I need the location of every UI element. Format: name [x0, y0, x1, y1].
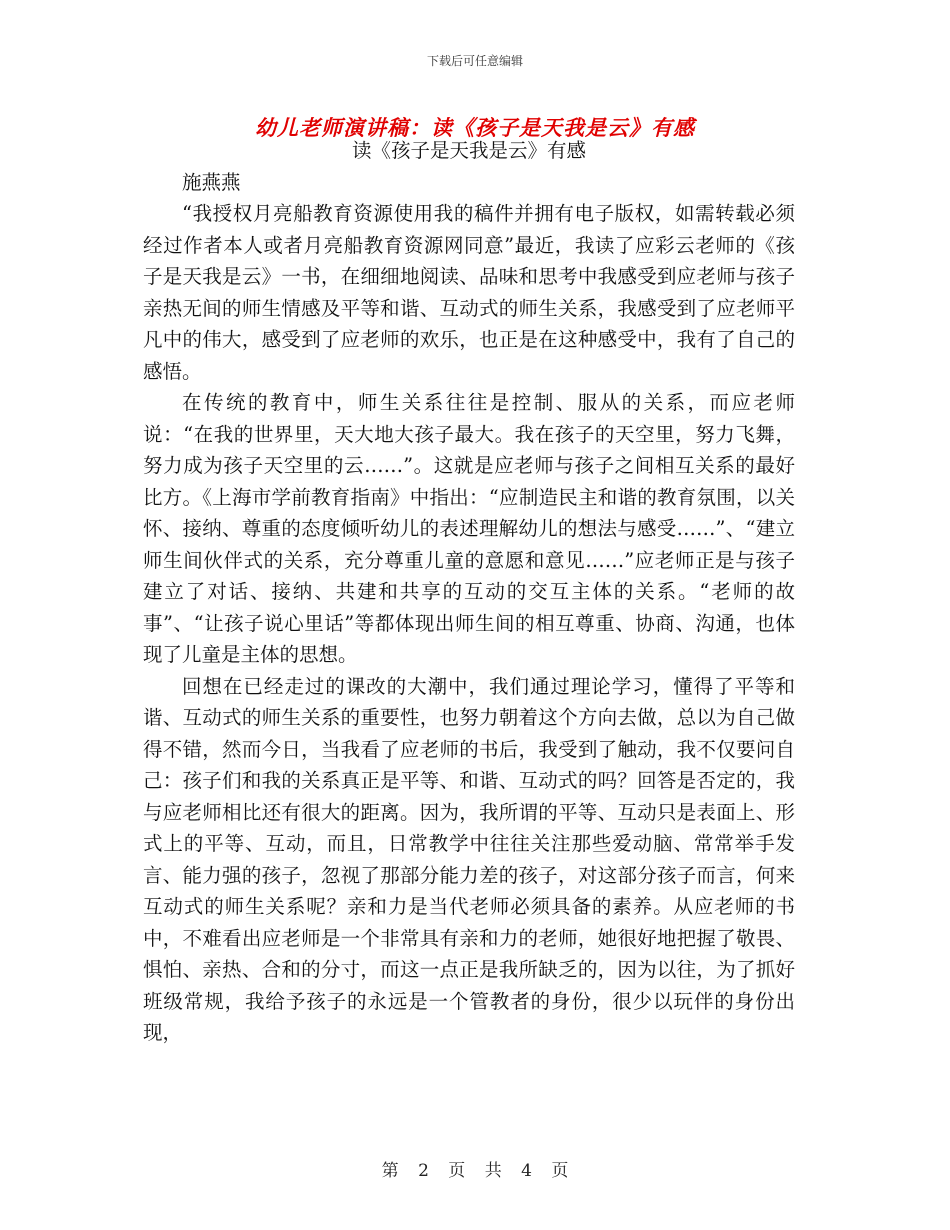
page-label-mid2: 共: [484, 1161, 502, 1181]
document-body: [143, 135, 795, 1049]
page-label-mid1: 页: [448, 1161, 466, 1181]
document-subtitle: 读《孩子是天我是云》有感: [351, 139, 586, 162]
paragraph: 回想在已经走过的课改的大潮中，我们通过理论学习，懂得了平等和谐、互动式的师生关系的重要性，也努力朝着这个方向去做，总以为自己做得不错，然而今日，当我看了应老师的书后，我受到了触动，我不仅要问自己：孩子们和我的关系真正是平等、和谐、互动式的吗？回答是否定的，我与应老师相比还有很大的距离。因为，我所谓的平等、互动只是表面上、形式上的平等、互动，而且，日常教学中往往关注那些爱动脑、常常举手发言、能力强的孩子，忽视了那部分能力差的孩子，对这部分孩子而言，何来互动式的师生关系呢？亲和力是当代老师必须具备的素养。从应老师的书中，不难看出应老师是一个非常具有亲和力的老师，她很好地把握了敬畏、惧怕、亲热、合和的分寸，而这一点正是我所缺乏的，因为以往，为了抓好班级常规，我给予孩子的永远是一个管教者的身份，很少以玩伴的身份出现，: [143, 674, 795, 1044]
page-label-prefix: 第: [381, 1161, 399, 1181]
paragraph: 在传统的教育中，师生关系往往是控制、服从的关系，而应老师说：“在我的世界里，天大地大孩子最大。我在孩子的天空里，努力飞舞，努力成为孩子天空里的云……”。这就是应老师与孩子之间相互关系的最好比方。《上海市学前教育指南》中指出：“应制造民主和谐的教育氛围，以关怀、接纳、尊重的态度倾听幼儿的表述理解幼儿的想法与感受……”、“建立师生间伙伴式的关系，充分尊重儿童的意愿和意见……”应老师正是与孩子建立了对话、接纳、共建和共享的互动的交互主体的关系。“老师的故事”、“让孩子说心里话”等都体现出师生间的相互尊重、协商、沟通，也体现了儿童是主体的思想。: [143, 391, 795, 666]
page-footer: [0, 1156, 950, 1181]
document-title: 幼儿老师演讲稿：读《孩子是天我是云》有感: [255, 116, 695, 140]
page-header-note: 下载后可任意编辑: [426, 54, 523, 68]
page-current-number: 2: [418, 1161, 429, 1181]
page-total-number: 4: [521, 1161, 532, 1181]
page-label-suffix: 页: [551, 1161, 569, 1181]
document-author: 施燕燕: [182, 170, 241, 194]
paragraph: “我授权月亮船教育资源使用我的稿件并拥有电子版权，如需转载必须经过作者本人或者月亮船教育资源网同意”最近，我读了应彩云老师的《孩子是天我是云》一书，在细细地阅读、品味和思考中我感受到应老师与孩子亲热无间的师生情感及平等和谐、互动式的师生关系，我感受到了应老师平凡中的伟大，感受到了应老师的欢乐，也正是在这种感受中，我有了自己的感悟。: [143, 202, 795, 383]
